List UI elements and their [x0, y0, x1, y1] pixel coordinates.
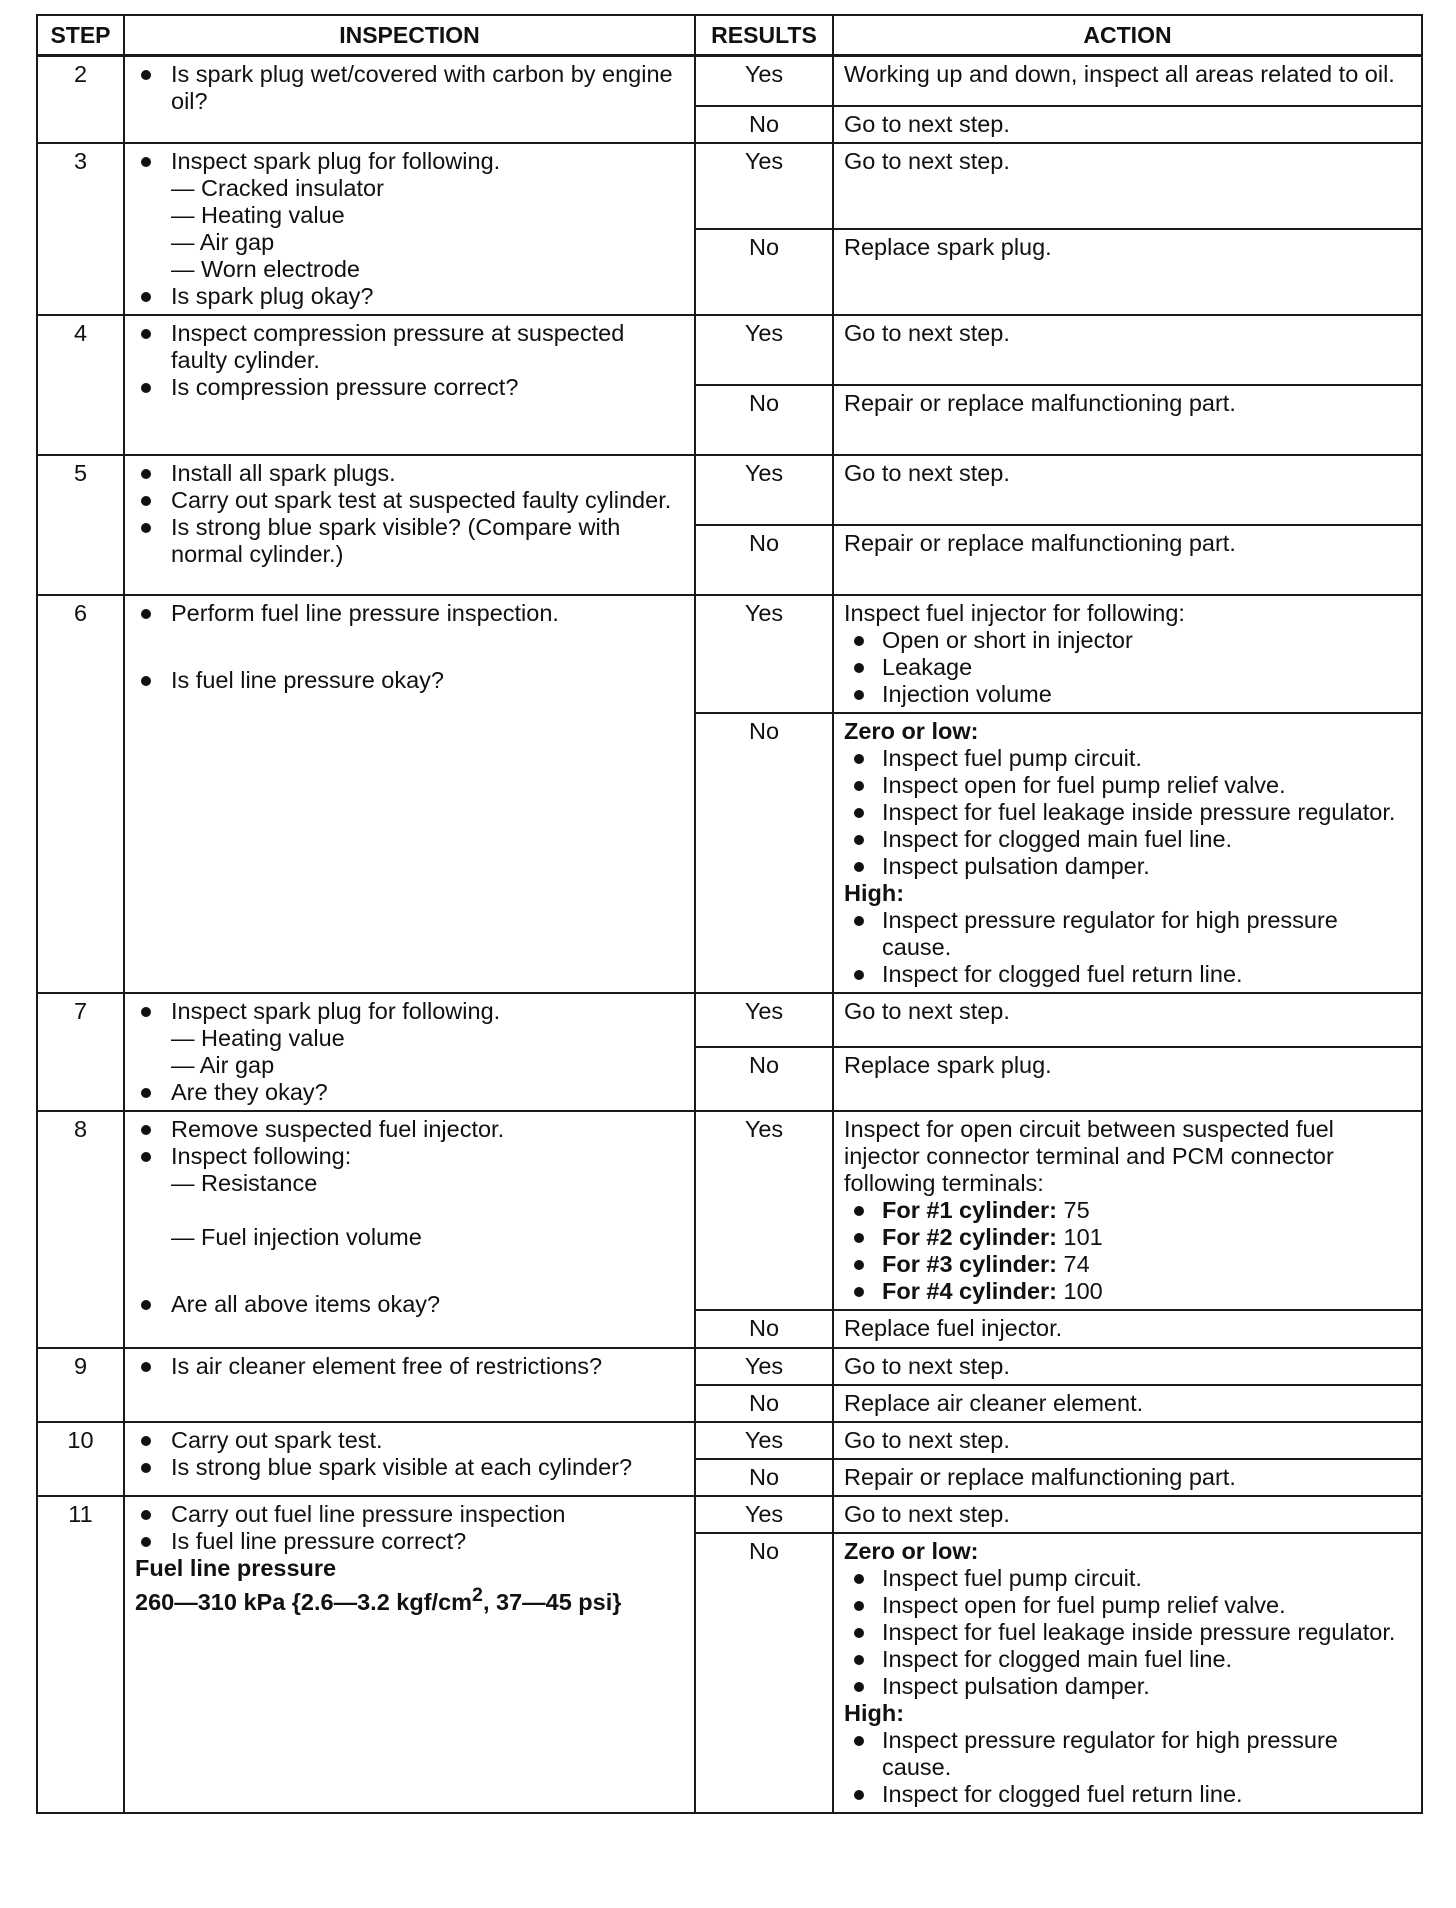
- inspection-item: Are they okay?: [135, 1079, 684, 1106]
- result-yes: Yes: [695, 455, 833, 525]
- step-11-inspection: [124, 1496, 695, 1813]
- action-no: Repair or replace malfunctioning part.: [833, 385, 1422, 455]
- result-no: No: [695, 713, 833, 993]
- action-item: Inspect for fuel leakage inside pressure regulator.: [844, 1619, 1411, 1646]
- step-6-inspection: [124, 595, 695, 993]
- result-yes: Yes: [695, 1496, 833, 1533]
- step-5-inspection: [124, 455, 695, 595]
- result-no: No: [695, 1459, 833, 1496]
- action-no: Replace spark plug.: [833, 229, 1422, 315]
- spec-value: [135, 1582, 684, 1616]
- action-yes: [833, 1111, 1422, 1310]
- action-heading-low: Zero or low:: [844, 1537, 979, 1564]
- cylinder-label: For #1 cylinder:: [882, 1196, 1057, 1223]
- inspection-subitem: — Heating value: [171, 1024, 345, 1051]
- inspection-item: Install all spark plugs.: [135, 460, 684, 487]
- action-heading-high: High:: [844, 879, 905, 906]
- action-yes: Go to next step.: [833, 1422, 1422, 1459]
- inspection-subitem: — Air gap: [171, 228, 275, 255]
- action-item: Inspect for clogged fuel return line.: [844, 961, 1411, 988]
- step-5-yes-row: [37, 455, 1422, 525]
- step-4-yes-row: [37, 315, 1422, 385]
- action-item: Injection volume: [844, 681, 1411, 708]
- action-item: [844, 1197, 1411, 1224]
- result-no: No: [695, 1047, 833, 1111]
- action-item: Open or short in injector: [844, 627, 1411, 654]
- result-no: No: [695, 1385, 833, 1422]
- inspection-subitem: — Heating value: [171, 201, 345, 228]
- result-yes: Yes: [695, 1422, 833, 1459]
- step-10-yes-row: [37, 1422, 1422, 1459]
- cylinder-label: For #4 cylinder:: [882, 1277, 1057, 1304]
- action-no: [833, 1533, 1422, 1813]
- action-text: Inspect for open circuit between suspected fuel injector connector terminal and PCM connector following terminals:: [844, 1115, 1334, 1196]
- step-number: 9: [37, 1348, 124, 1422]
- action-no: Go to next step.: [833, 106, 1422, 143]
- inspection-item: Carry out spark test.: [135, 1427, 684, 1454]
- inspection-item: Is strong blue spark visible? (Compare with normal cylinder.): [135, 514, 684, 568]
- step-2-yes-row: [37, 56, 1422, 106]
- action-item: Inspect fuel pump circuit.: [844, 745, 1411, 772]
- step-number: 6: [37, 595, 124, 993]
- action-yes: Working up and down, inspect all areas related to oil.: [833, 56, 1422, 106]
- inspection-subitem: — Resistance: [171, 1169, 318, 1196]
- result-no: No: [695, 1310, 833, 1348]
- spacer: [135, 1251, 684, 1291]
- step-4-inspection: [124, 315, 695, 455]
- terminal-value: 101: [1063, 1223, 1103, 1250]
- inspection-item: Carry out fuel line pressure inspection: [135, 1501, 684, 1528]
- inspection-item: Remove suspected fuel injector.: [135, 1116, 684, 1143]
- spec-title: Fuel line pressure: [135, 1554, 337, 1581]
- result-no: No: [695, 525, 833, 595]
- step-number: 3: [37, 143, 124, 315]
- action-item: Inspect for clogged main fuel line.: [844, 826, 1411, 853]
- action-item: Inspect pulsation damper.: [844, 853, 1411, 880]
- action-no: Repair or replace malfunctioning part.: [833, 1459, 1422, 1496]
- action-item: Inspect pulsation damper.: [844, 1673, 1411, 1700]
- action-yes: Go to next step.: [833, 1348, 1422, 1385]
- inspection-subitem: — Air gap: [171, 1051, 275, 1078]
- result-no: No: [695, 385, 833, 455]
- step-7-yes-row: [37, 993, 1422, 1047]
- action-item: Leakage: [844, 654, 1411, 681]
- action-item: [844, 1224, 1411, 1251]
- result-yes: Yes: [695, 993, 833, 1047]
- action-heading-low: Zero or low:: [844, 717, 979, 744]
- step-8-inspection: [124, 1111, 695, 1348]
- spec-value-rest: , 37—45 psi}: [482, 1588, 622, 1615]
- spec-value-main: 260—310 kPa {2.6—3.2 kgf/cm: [135, 1588, 473, 1615]
- step-number: 10: [37, 1422, 124, 1496]
- action-item: Inspect open for fuel pump relief valve.: [844, 772, 1411, 799]
- header-row: [37, 15, 1422, 56]
- action-item: Inspect for clogged main fuel line.: [844, 1646, 1411, 1673]
- action-text: Inspect fuel injector for following:: [844, 599, 1185, 626]
- action-item: Inspect open for fuel pump relief valve.: [844, 1592, 1411, 1619]
- header-step: STEP: [37, 15, 124, 56]
- action-yes: Go to next step.: [833, 455, 1422, 525]
- step-number: 2: [37, 56, 124, 143]
- result-yes: Yes: [695, 143, 833, 229]
- header-inspection: INSPECTION: [124, 15, 695, 56]
- inspection-item: Perform fuel line pressure inspection.: [135, 600, 684, 627]
- step-8-yes-row: [37, 1111, 1422, 1310]
- inspection-item: Is fuel line pressure correct?: [135, 1528, 684, 1555]
- inspection-item: Carry out spark test at suspected faulty cylinder.: [135, 487, 684, 514]
- step-6-yes-row: [37, 595, 1422, 713]
- result-no: No: [695, 1533, 833, 1813]
- result-yes: Yes: [695, 56, 833, 106]
- inspection-item: Is compression pressure correct?: [135, 374, 684, 401]
- step-9-yes-row: [37, 1348, 1422, 1385]
- step-2-inspection: [124, 56, 695, 143]
- action-yes: Go to next step.: [833, 1496, 1422, 1533]
- step-11-yes-row: [37, 1496, 1422, 1533]
- terminal-value: 74: [1063, 1250, 1090, 1277]
- step-3-inspection: [124, 143, 695, 315]
- terminal-value: 100: [1063, 1277, 1103, 1304]
- cylinder-label: For #3 cylinder:: [882, 1250, 1057, 1277]
- action-item: Inspect for fuel leakage inside pressure regulator.: [844, 799, 1411, 826]
- step-number: 7: [37, 993, 124, 1111]
- inspection-item: Inspect spark plug for following.: [135, 998, 684, 1025]
- inspection-item: Inspect following:: [135, 1143, 684, 1170]
- step-number: 5: [37, 455, 124, 595]
- cylinder-label: For #2 cylinder:: [882, 1223, 1057, 1250]
- inspection-item: Are all above items okay?: [135, 1291, 684, 1318]
- inspection-subitem: — Worn electrode: [171, 255, 360, 282]
- action-yes: Go to next step.: [833, 143, 1422, 229]
- step-number: 8: [37, 1111, 124, 1348]
- action-item: Inspect pressure regulator for high pressure cause.: [844, 907, 1411, 961]
- spacer: [135, 627, 684, 667]
- inspection-item: Is air cleaner element free of restrictions?: [135, 1353, 684, 1380]
- spacer: [135, 1197, 684, 1224]
- result-yes: Yes: [695, 1111, 833, 1310]
- action-item: Inspect fuel pump circuit.: [844, 1565, 1411, 1592]
- action-no: Replace spark plug.: [833, 1047, 1422, 1111]
- action-item: Inspect for clogged fuel return line.: [844, 1781, 1411, 1808]
- action-heading-high: High:: [844, 1699, 905, 1726]
- action-yes: [833, 595, 1422, 713]
- inspection-subitem: — Cracked insulator: [171, 174, 384, 201]
- inspection-item: Is fuel line pressure okay?: [135, 667, 684, 694]
- action-item: [844, 1278, 1411, 1305]
- action-no: Replace air cleaner element.: [833, 1385, 1422, 1422]
- inspection-item: Inspect compression pressure at suspected faulty cylinder.: [135, 320, 684, 374]
- action-no: Repair or replace malfunctioning part.: [833, 525, 1422, 595]
- result-yes: Yes: [695, 315, 833, 385]
- header-results: RESULTS: [695, 15, 833, 56]
- step-3-yes-row: [37, 143, 1422, 229]
- inspection-item: Is spark plug okay?: [135, 283, 684, 310]
- action-item: Inspect pressure regulator for high pressure cause.: [844, 1727, 1411, 1781]
- result-yes: Yes: [695, 595, 833, 713]
- spec-superscript: 2: [472, 1583, 483, 1606]
- action-item: [844, 1251, 1411, 1278]
- step-number: 11: [37, 1496, 124, 1813]
- step-7-inspection: [124, 993, 695, 1111]
- inspection-item: Is strong blue spark visible at each cylinder?: [135, 1454, 684, 1481]
- result-no: No: [695, 229, 833, 315]
- action-no: [833, 713, 1422, 993]
- step-9-inspection: [124, 1348, 695, 1422]
- step-10-inspection: [124, 1422, 695, 1496]
- header-action: ACTION: [833, 15, 1422, 56]
- result-no: No: [695, 106, 833, 143]
- result-yes: Yes: [695, 1348, 833, 1385]
- step-number: 4: [37, 315, 124, 455]
- action-yes: Go to next step.: [833, 993, 1422, 1047]
- action-yes: Go to next step.: [833, 315, 1422, 385]
- action-no: Replace fuel injector.: [833, 1310, 1422, 1348]
- inspection-item: Inspect spark plug for following.: [135, 148, 684, 175]
- inspection-item: Is spark plug wet/covered with carbon by engine oil?: [135, 61, 684, 115]
- troubleshooting-table: [36, 14, 1423, 1814]
- inspection-subitem: — Fuel injection volume: [171, 1223, 422, 1250]
- terminal-value: 75: [1063, 1196, 1090, 1223]
